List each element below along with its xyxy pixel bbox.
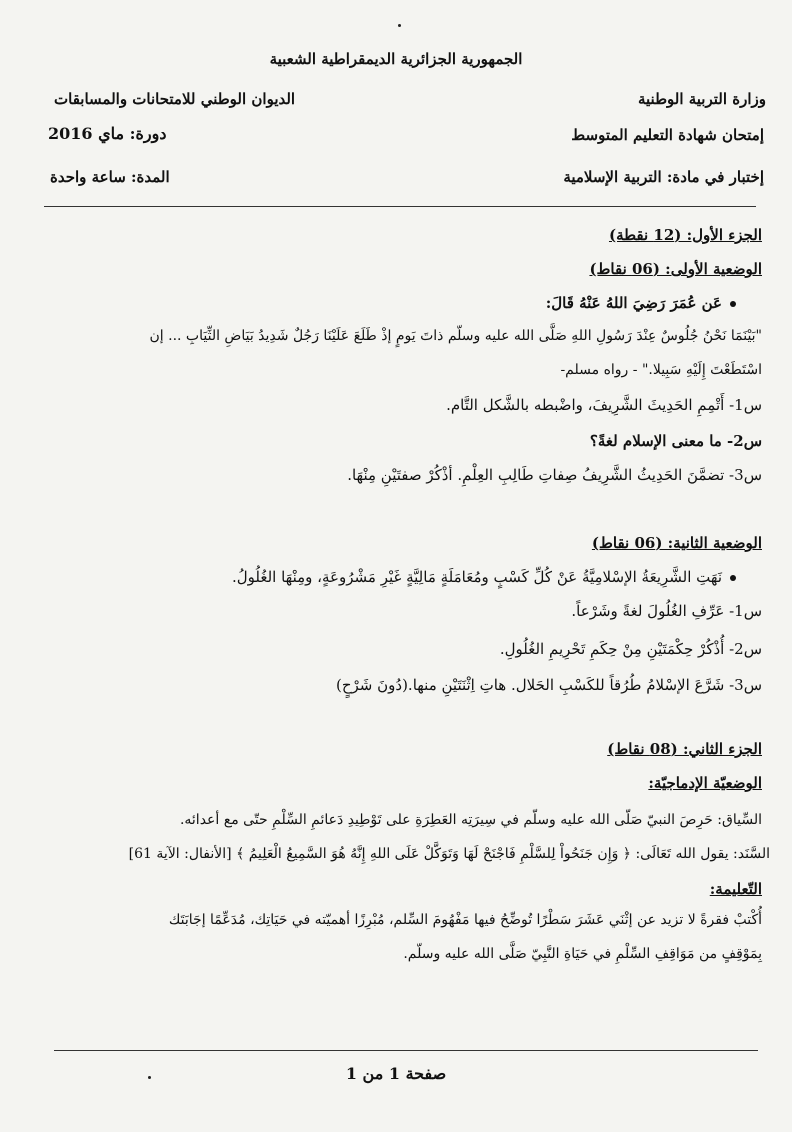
- exam-session: دورة: ماي 2016: [48, 124, 167, 143]
- exam-subject: إختبار في مادة: التربية الإسلامية: [563, 168, 764, 186]
- hadith-text-line1: "بَيْنَمَا نَحْنُ جُلُوسٌ عِنْدَ رَسُولِ اللهِ صَلَّى الله عليه وسلّم ذاتَ يَومٍ إذْ طَلَعَ عَلَيْنَا رَجُلٌ شَدِيدُ بَيَاضِ الثِّيَابِ ... إن: [149, 328, 762, 344]
- context-text: السِّياق: حَرِصَ النبيّ صَلّى الله عليه وسلّم في سِيرَتِه العَطِرَةِ على تَوْطِيدِ دَعائمِ السِّلْمِ حتّى مع أعدائه.: [179, 812, 762, 828]
- header-divider: [44, 206, 756, 207]
- part2-title: الجزء الثاني: (08 نقاط): [607, 740, 762, 758]
- ministry-name: وزارة التربية الوطنية: [637, 90, 766, 108]
- exam-duration: المدة: ساعة واحدة: [50, 168, 170, 186]
- footer-divider: [54, 1050, 758, 1051]
- situation2-question1: س1- عَرِّفِ الغُلُولَ لغةً وشَرْعاً.: [571, 602, 762, 620]
- situation2-intro: نَهَتِ الشَّرِيعَةُ الإسْلامِيَّةُ عَنْ كُلِّ كَسْبٍ ومُعَامَلَةٍ مَالِيَّةٍ غَيْرِ مَشْرُوعَةٍ، ومِنْهَا الغُلُولُ.: [232, 568, 736, 586]
- part1-title: الجزء الأول: (12 نقطة): [608, 226, 762, 244]
- scan-speck: [398, 24, 401, 27]
- bullet-icon: [730, 575, 736, 581]
- office-name: الديوان الوطني للامتحانات والمسابقات: [54, 90, 296, 108]
- situation1-question3: س3- تضمَّنَ الحَدِيثُ الشَّرِيفُ صِفاتِ طَالِبِ العِلْمِ. أذْكُرْ صفتَيْنِ مِنْهَا.: [347, 466, 762, 484]
- situation1-question1: س1- أَتْمِمِ الحَدِيثَ الشَّرِيفَ، واضْبطه بالشَّكل التَّام.: [446, 396, 762, 414]
- situation1-question2: س2- ما معنى الإسلام لغةً؟: [589, 432, 762, 450]
- situation2-title: الوضعية الثانية: (06 نقاط): [591, 534, 762, 552]
- situation1-title: الوضعية الأولى: (06 نقاط): [589, 260, 762, 278]
- situation2-question2: س2- أُذْكُرْ حِكْمَتَيْنِ مِنْ حِكَمِ تَحْرِيمِ الغُلُولِ.: [499, 640, 762, 658]
- hadith-text-line2: اسْتَطَعْتَ إِلَيْهِ سَبِيلا." - رواه مسلم-: [560, 362, 762, 378]
- hadith-intro: عَن عُمَرَ رَضِيَ اللهُ عَنْهُ قَالَ:: [546, 294, 736, 312]
- integrative-title: الوضعيّة الإدماجيّة:: [648, 774, 762, 792]
- situation2-question3: س3- شَرَّعَ الإسْلامُ طُرُقاً للكَسْبِ الحَلال. هاتِ اِثْنَتَيْنِ منها.(دُونَ شَرْحٍ): [335, 676, 762, 694]
- page-number: صفحة 1 من 1: [345, 1064, 447, 1083]
- bullet-icon: [730, 301, 736, 307]
- republic-title: الجمهورية الجزائرية الديمقراطية الشعبية: [269, 50, 523, 68]
- instruction-title: التّعليمة:: [709, 880, 762, 898]
- exam-name: إمتحان شهادة التعليم المتوسط: [571, 126, 764, 144]
- instruction-text-line2: بِمَوْقِفٍ من مَوَاقِفِ السِّلْمِ في حَيَاةِ النَّبِيّ صَلَّى الله عليه وسلّم.: [403, 946, 762, 962]
- instruction-text-line1: أُكْتبْ فقرةً لا تزيد عن إثْنَي عَشَرَ سَطْرًا تُوضِّحُ فيها مَفْهُومَ السِّلم، مُبْرِزًا أهميّته في حَيَاتِك، مُدَعِّمًا إجَابَتَك: [168, 912, 762, 928]
- support-text: السَّنَد: يقول الله تَعَالَى: ﴿ وَإِن جَنَحُواْ لِلسَّلْمِ فَاجْنَحْ لَهَا وَتَوَكَّلْ عَلَى اللهِ إِنَّهُ هُوَ السَّمِيعُ الْعَلِيمُ ﴾ [الأنفال: الآية 61]: [128, 846, 770, 862]
- scan-speck: [148, 1076, 151, 1079]
